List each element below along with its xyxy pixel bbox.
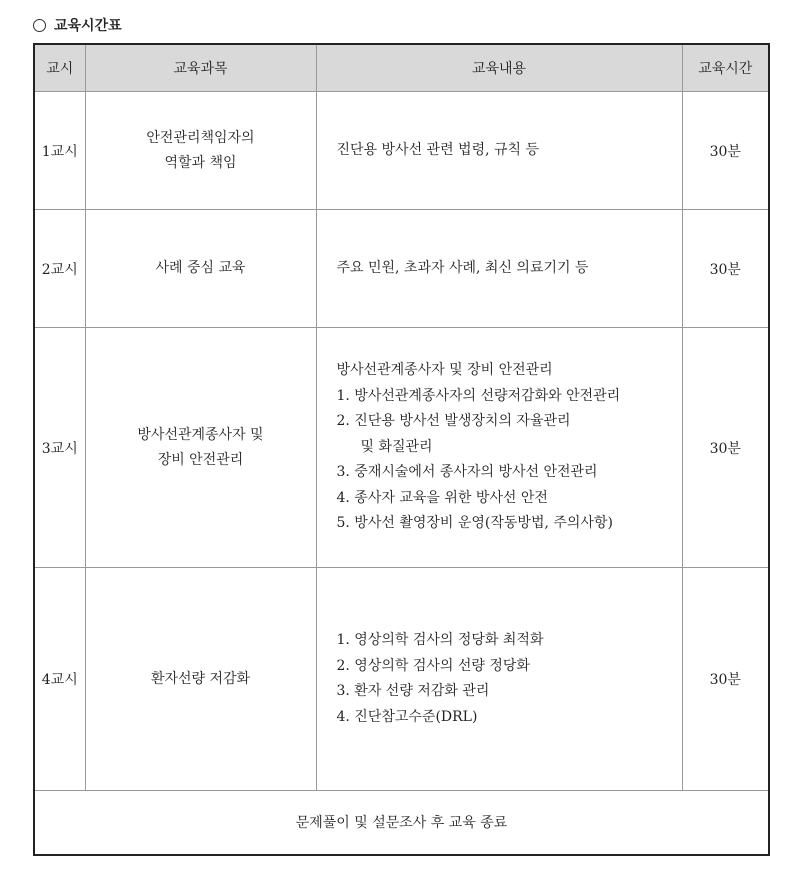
content-line: 3. 중재시술에서 종사자의 방사선 안전관리	[336, 464, 598, 481]
content-line: 2. 진단용 방사선 발생장치의 자율관리	[336, 413, 571, 430]
section-title	[33, 15, 122, 35]
subject-cell	[85, 328, 316, 568]
content-cell	[316, 92, 682, 210]
period-cell: 1교시	[34, 92, 85, 210]
content-line: 진단용 방사선 관련 법령, 규칙 등	[336, 141, 540, 158]
time-cell: 30분	[682, 210, 769, 328]
time-cell: 30분	[682, 568, 769, 791]
time-cell: 30분	[682, 328, 769, 568]
table-header-row	[34, 44, 769, 92]
content-line: 주요 민원, 초과자 사례, 최신 의료기기 등	[336, 259, 589, 276]
content-line: 1. 영상의학 검사의 정당화 최적화	[336, 632, 544, 648]
content-line: 3. 환자 선량 저감화 관리	[336, 683, 490, 699]
content-cell	[316, 328, 682, 568]
section-title-text: 교육시간표	[54, 18, 122, 34]
header-subject: 교육과목	[85, 44, 316, 92]
subject-line: 환자선량 저감화	[150, 670, 251, 687]
subject-line: 사례 중심 교육	[155, 260, 246, 276]
content-line: 방사선관계종사자 및 장비 안전관리	[336, 362, 553, 379]
table-row	[34, 328, 769, 568]
subject-line: 방사선관계종사자 및	[137, 426, 264, 443]
subject-cell	[85, 568, 316, 791]
content-line: 4. 진단참고수준(DRL)	[336, 708, 478, 725]
content-cell	[316, 568, 682, 791]
header-time: 교육시간	[682, 44, 769, 92]
schedule-table	[33, 43, 770, 856]
footer-cell: 문제풀이 및 설문조사 후 교육 종료	[34, 791, 769, 855]
content-line: 1. 방사선관계종사자의 선량저감화와 안전관리	[336, 387, 621, 404]
circle-bullet-icon	[33, 19, 46, 32]
subject-cell	[85, 210, 316, 328]
content-line: 및 화질관리	[360, 438, 433, 455]
table-row	[34, 210, 769, 328]
table-row	[34, 92, 769, 210]
period-cell: 2교시	[34, 210, 85, 328]
period-cell: 3교시	[34, 328, 85, 568]
content-line: 4. 종사자 교육을 위한 방사선 안전	[336, 489, 548, 506]
subject-line: 안전관리책임자의	[146, 129, 255, 146]
header-period: 교시	[34, 44, 85, 92]
content-line: 2. 영상의학 검사의 선량 정당화	[336, 657, 530, 674]
content-cell	[316, 210, 682, 328]
period-cell: 4교시	[34, 568, 85, 791]
time-cell: 30분	[682, 92, 769, 210]
table-row	[34, 568, 769, 791]
content-line: 5. 방사선 촬영장비 운영(작동방법, 주의사항)	[336, 515, 613, 532]
header-content: 교육내용	[316, 44, 682, 92]
subject-line: 장비 안전관리	[157, 451, 244, 468]
footer-row	[34, 791, 769, 855]
subject-line: 역할과 책임	[164, 154, 237, 171]
subject-cell	[85, 92, 316, 210]
